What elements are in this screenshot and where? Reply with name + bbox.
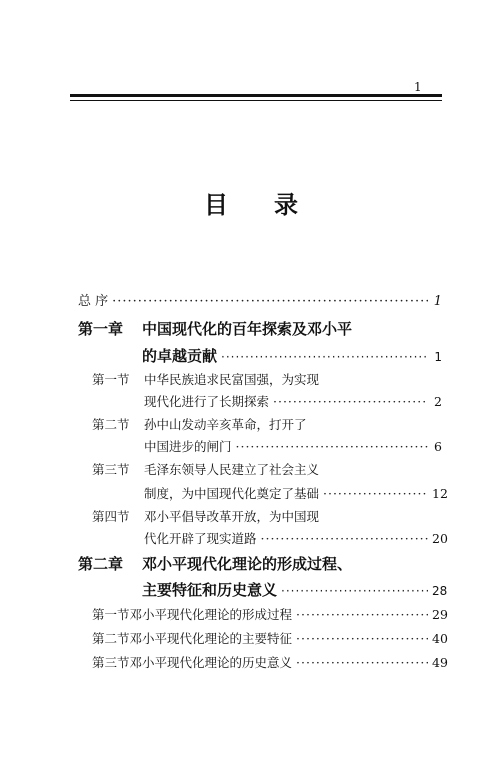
toc-intro[interactable] xyxy=(78,290,442,309)
toc-intro-page: 1 xyxy=(433,294,442,309)
section-title-cont: 中国进步的闸门 xyxy=(144,439,232,454)
section-title: 邓小平现代化理论的形成过程 xyxy=(129,607,293,622)
page-number: 1 xyxy=(414,80,422,94)
toc-section[interactable] xyxy=(92,605,448,623)
leader-dots xyxy=(296,655,428,670)
section-label: 第一节 xyxy=(92,372,130,387)
leader-dots xyxy=(221,350,428,364)
section-title: 邓小平现代化理论的历史意义 xyxy=(129,655,293,670)
toc-intro-label: 总 序 xyxy=(78,294,109,309)
toc-section-cont[interactable] xyxy=(144,392,442,410)
toc-section[interactable] xyxy=(92,415,307,433)
chapter-title-cont: 的卓越贡献 xyxy=(142,347,218,365)
toc-chapter-1-cont[interactable] xyxy=(142,345,442,366)
leader-dots xyxy=(296,607,428,622)
leader-dots xyxy=(236,439,428,454)
section-page: 6 xyxy=(434,439,442,454)
toc-section-cont[interactable] xyxy=(144,484,448,502)
leader-dots xyxy=(112,294,428,309)
leader-dots xyxy=(323,486,428,501)
toc-section[interactable] xyxy=(92,370,319,388)
chapter-page: 1 xyxy=(434,350,442,364)
section-label: 第三节 xyxy=(92,462,130,477)
section-page: 40 xyxy=(432,631,448,646)
section-title: 毛泽东领导人民建立了社会主义 xyxy=(144,462,320,477)
section-page: 49 xyxy=(432,655,448,670)
toc-section[interactable] xyxy=(92,507,319,525)
toc-section[interactable] xyxy=(92,653,448,671)
section-page: 2 xyxy=(434,394,442,409)
section-title-cont: 现代化进行了长期探索 xyxy=(144,394,270,409)
section-label: 第一节 xyxy=(92,607,130,622)
toc-section[interactable] xyxy=(92,460,319,478)
leader-dots xyxy=(261,531,428,546)
toc-chapter-1[interactable] xyxy=(78,318,352,339)
section-title-cont: 制度，为中国现代化奠定了基础 xyxy=(144,486,320,501)
section-page: 20 xyxy=(432,531,448,546)
chapter-title: 中国现代化的百年探索及邓小平 xyxy=(142,320,353,338)
section-label: 第二节 xyxy=(92,631,130,646)
section-label: 第二节 xyxy=(92,417,130,432)
section-page: 29 xyxy=(432,607,448,622)
chapter-title-cont: 主要特征和历史意义 xyxy=(142,581,278,599)
section-title: 孙中山发动辛亥革命，打开了 xyxy=(144,417,307,432)
leader-dots xyxy=(296,631,428,646)
toc-section-cont[interactable] xyxy=(144,529,448,547)
section-title: 邓小平现代化理论的主要特征 xyxy=(129,631,293,646)
leader-dots xyxy=(273,394,428,409)
section-title: 邓小平倡导改革开放，为中国现 xyxy=(144,509,320,524)
leader-dots xyxy=(281,584,428,598)
chapter-label: 第一章 xyxy=(78,320,124,338)
toc-chapter-2[interactable] xyxy=(78,553,352,574)
chapter-label: 第二章 xyxy=(78,555,124,573)
section-label: 第四节 xyxy=(92,509,130,524)
title-char-right: 录 xyxy=(274,191,300,219)
title-char-left: 目 xyxy=(204,191,230,219)
section-title: 中华民族追求民富国强，为实现 xyxy=(144,372,320,387)
chapter-title: 邓小平现代化理论的形成过程、 xyxy=(142,555,353,573)
section-title-cont: 代化开辟了现实道路 xyxy=(144,531,257,546)
toc-section-cont[interactable] xyxy=(144,437,442,455)
toc-chapter-2-cont[interactable] xyxy=(142,579,448,600)
section-label: 第三节 xyxy=(92,655,130,670)
section-page: 12 xyxy=(432,486,448,501)
toc-section[interactable] xyxy=(92,629,448,647)
chapter-page: 28 xyxy=(432,584,448,598)
